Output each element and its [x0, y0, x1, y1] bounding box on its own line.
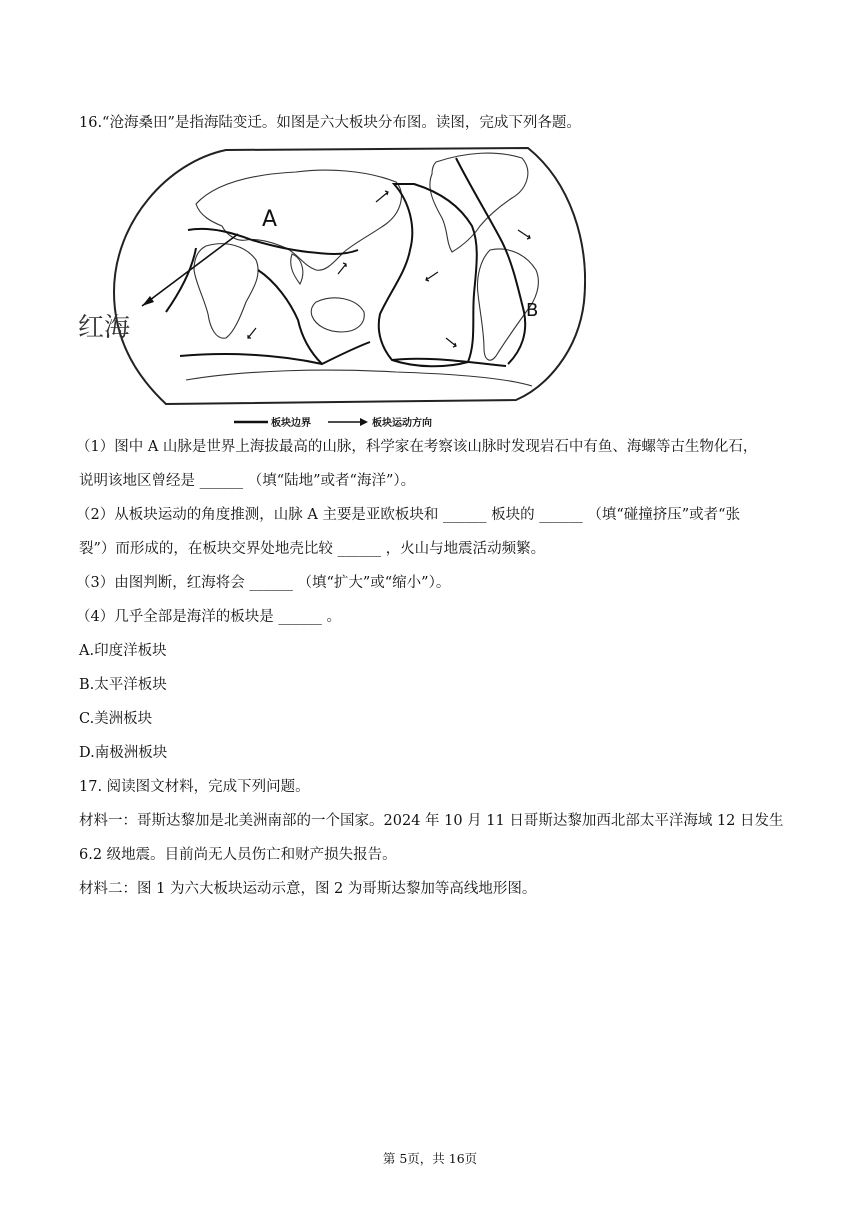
indian-plate-boundary	[258, 270, 370, 364]
mountain-label-a: A	[262, 207, 278, 232]
europe-asia-outline	[196, 170, 401, 270]
question-16-stem: 16.“沧海桑田”是指海陆变迁。如图是六大板块分布图。读图，完成下列各题。	[79, 115, 581, 131]
red-sea-label: 红海	[78, 313, 131, 343]
q16-sub3: （3）由图判断，红海将会 ______ （填“扩大”或“缩小”）。	[76, 575, 451, 591]
legend-boundary-label: 板块边界	[271, 418, 311, 429]
q16-sub1-line2: 说明该地区曾经是 ______ （填“陆地”或者“海洋”）。	[79, 473, 416, 489]
african-plate-boundary	[166, 248, 196, 312]
q16-sub2-line1: （2）从板块运动的角度推测，山脉 A 主要是亚欧板块和 ______ 板块的 ______ （填“碰撞挤压”或者“张	[76, 507, 741, 523]
arrow	[248, 328, 256, 338]
q16-sub4: （4）几乎全部是海洋的板块是 ______ 。	[76, 609, 341, 625]
red-sea-pointer-line	[142, 234, 238, 306]
plate-label-b: B	[526, 300, 539, 321]
arrow	[338, 263, 346, 274]
arrow	[518, 230, 530, 239]
antarctica-outline	[186, 370, 532, 386]
q17-material1-line1: 材料一：哥斯达黎加是北美洲南部的一个国家。2024 年 10 月 11 日哥斯达黎加西北部太平洋海域 12 日发生	[79, 813, 784, 829]
option-a: A.印度洋板块	[79, 643, 167, 659]
pacific-plate-boundary	[379, 184, 477, 366]
plate-distribution-map	[76, 142, 586, 430]
option-c: C.美洲板块	[79, 711, 153, 727]
q17-material1-line2: 6.2 级地震。目前尚无人员伤亡和财产损失报告。	[79, 847, 397, 863]
continents-outline	[186, 153, 538, 386]
legend-direction-label: 板块运动方向	[372, 418, 432, 429]
q17-material2: 材料二：图 1 为六大板块运动示意，图 2 为哥斯达黎加等高线地形图。	[79, 881, 537, 897]
arrow	[446, 338, 456, 347]
american-plate-boundary	[456, 158, 525, 364]
q16-sub1-line1: （1）图中 A 山脉是世界上海拔最高的山脉，科学家在考察该山脉时发现岩石中有鱼、海螺等古生物化石，	[76, 439, 758, 455]
india-outline	[291, 254, 303, 284]
plate-boundaries	[166, 158, 525, 366]
africa-outline	[194, 244, 258, 339]
option-d: D.南极洲板块	[79, 745, 168, 761]
arrow	[426, 272, 438, 281]
north-america-outline	[430, 153, 528, 252]
arrow	[376, 191, 388, 202]
legend-direction-arrowhead	[360, 418, 368, 426]
q16-sub2-line2: 裂”）而形成的，在板块交界处地壳比较 ______ ，火山与地震活动频繁。	[79, 541, 546, 557]
option-b: B.太平洋板块	[79, 677, 167, 693]
question-17-stem: 17. 阅读图文材料，完成下列问题。	[79, 779, 310, 795]
eurasian-boundary	[188, 229, 358, 254]
australia-outline	[311, 298, 364, 332]
page-footer: 第 5页，共 16页	[382, 1151, 478, 1166]
